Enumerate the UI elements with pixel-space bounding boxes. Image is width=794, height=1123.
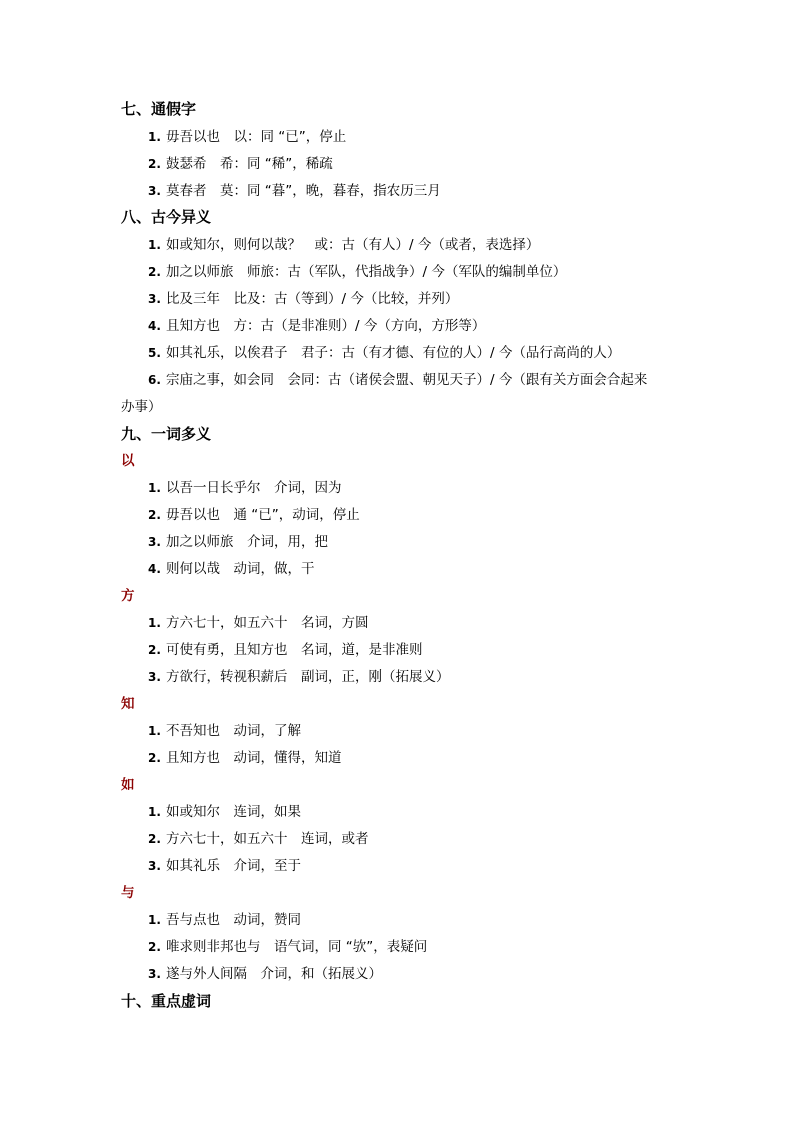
- list-item: [148, 262, 566, 282]
- item-number: 2.: [148, 265, 161, 279]
- word-heading-zhi: 知: [121, 696, 135, 712]
- item-number: 2.: [148, 832, 161, 846]
- item-number: 2.: [148, 157, 161, 171]
- item-text: 加之以师旅 师旅：古（军队，代指战争）/ 今（军队的编制单位）: [166, 264, 567, 280]
- list-item: [148, 721, 301, 741]
- list-item: [148, 910, 301, 930]
- list-item: [148, 235, 539, 255]
- item-number: 5.: [148, 346, 161, 360]
- item-text: 如其礼乐 介词，至于: [166, 858, 301, 874]
- section-heading-tongjiazi: 七、通假字: [121, 100, 197, 118]
- list-item: [148, 181, 441, 201]
- item-number: 3.: [148, 967, 161, 981]
- item-number: 4.: [148, 319, 161, 333]
- item-number: 2.: [148, 751, 161, 765]
- item-text: 且知方也 方：古（是非准则）/ 今（方向，方形等）: [166, 318, 486, 334]
- item-text: 鼓瑟希 希：同 “稀”，稀疏: [166, 156, 333, 172]
- item-number: 2.: [148, 940, 161, 954]
- item-number: 2.: [148, 643, 161, 657]
- section-heading-zhongdianxuci: 十、重点虚词: [121, 992, 212, 1010]
- list-item: [148, 370, 647, 390]
- list-item: [148, 640, 423, 660]
- list-item: [148, 613, 369, 633]
- list-item: [148, 829, 369, 849]
- item-text: 唯求则非邦也与 语气词，同 “欤”，表疑问: [166, 939, 428, 955]
- list-item: [148, 748, 342, 768]
- item-text: 如其礼乐，以俟君子 君子：古（有才德、有位的人）/ 今（品行高尚的人）: [166, 345, 621, 361]
- item-number: 1.: [148, 481, 161, 495]
- item-number: 1.: [148, 805, 161, 819]
- item-text: 加之以师旅 介词，用，把: [166, 534, 328, 550]
- item-text: 吾与点也 动词，赞同: [166, 912, 301, 928]
- word-heading-yi: 以: [121, 453, 135, 469]
- list-item: [148, 154, 333, 174]
- list-item: [148, 316, 485, 336]
- item-text: 方六七十，如五六十 名词，方圆: [166, 615, 369, 631]
- item-text: 比及三年 比及：古（等到）/ 今（比较，并列）: [166, 291, 459, 307]
- item-number: 3.: [148, 184, 161, 198]
- list-item: [148, 667, 450, 687]
- item-text: 莫春者 莫：同 “暮”，晚，暮春，指农历三月: [166, 183, 441, 199]
- item-text: 且知方也 动词，懂得，知道: [166, 750, 342, 766]
- section-heading-yiciduoyi: 九、一词多义: [121, 425, 212, 443]
- item-text: 毋吾以也 通 “已”，动词，停止: [166, 507, 360, 523]
- list-item: [148, 559, 315, 579]
- item-number: 3.: [148, 859, 161, 873]
- item-text: 方六七十，如五六十 连词，或者: [166, 831, 369, 847]
- list-item: [148, 505, 360, 525]
- item-number: 6.: [148, 373, 161, 387]
- list-item: [148, 343, 620, 363]
- item-text: 如或知尔 连词，如果: [166, 804, 301, 820]
- list-item: [148, 802, 301, 822]
- item-text: 不吾知也 动词，了解: [166, 723, 301, 739]
- item-number: 4.: [148, 562, 161, 576]
- item-number: 3.: [148, 670, 161, 684]
- word-heading-fang: 方: [121, 588, 135, 604]
- word-heading-ru: 如: [121, 777, 135, 793]
- item-number: 1.: [148, 130, 161, 144]
- item-number: 3.: [148, 535, 161, 549]
- item-number: 3.: [148, 292, 161, 306]
- list-item: [148, 937, 427, 957]
- list-item: [148, 289, 458, 309]
- item-text: 如或知尔，则何以哉？ 或：古（有人）/ 今（或者，表选择）: [166, 237, 540, 253]
- item-text: 以吾一日长乎尔 介词，因为: [166, 480, 342, 496]
- item-number: 1.: [148, 724, 161, 738]
- item-text: 则何以哉 动词，做，干: [166, 561, 315, 577]
- list-item: [148, 532, 328, 552]
- item-number: 1.: [148, 616, 161, 630]
- list-item: [148, 856, 301, 876]
- item-text: 宗庙之事，如会同 会同：古（诸侯会盟、朝见天子）/ 今（跟有关方面会合起来: [166, 372, 648, 388]
- item-text: 毋吾以也 以：同 “已”，停止: [166, 129, 347, 145]
- section-heading-gujinyiyi: 八、古今异义: [121, 208, 212, 226]
- word-heading-yu: 与: [121, 885, 135, 901]
- list-item-continuation: 办事）: [121, 399, 162, 415]
- item-text: 方欲行，转视积薪后 副词，正，刚（拓展义）: [166, 669, 450, 685]
- list-item: [148, 964, 382, 984]
- item-number: 2.: [148, 508, 161, 522]
- item-text: 可使有勇，且知方也 名词，道，是非准则: [166, 642, 423, 658]
- item-number: 1.: [148, 238, 161, 252]
- item-text: 遂与外人间隔 介词，和（拓展义）: [166, 966, 382, 982]
- item-number: 1.: [148, 913, 161, 927]
- list-item: [148, 478, 342, 498]
- list-item: [148, 127, 346, 147]
